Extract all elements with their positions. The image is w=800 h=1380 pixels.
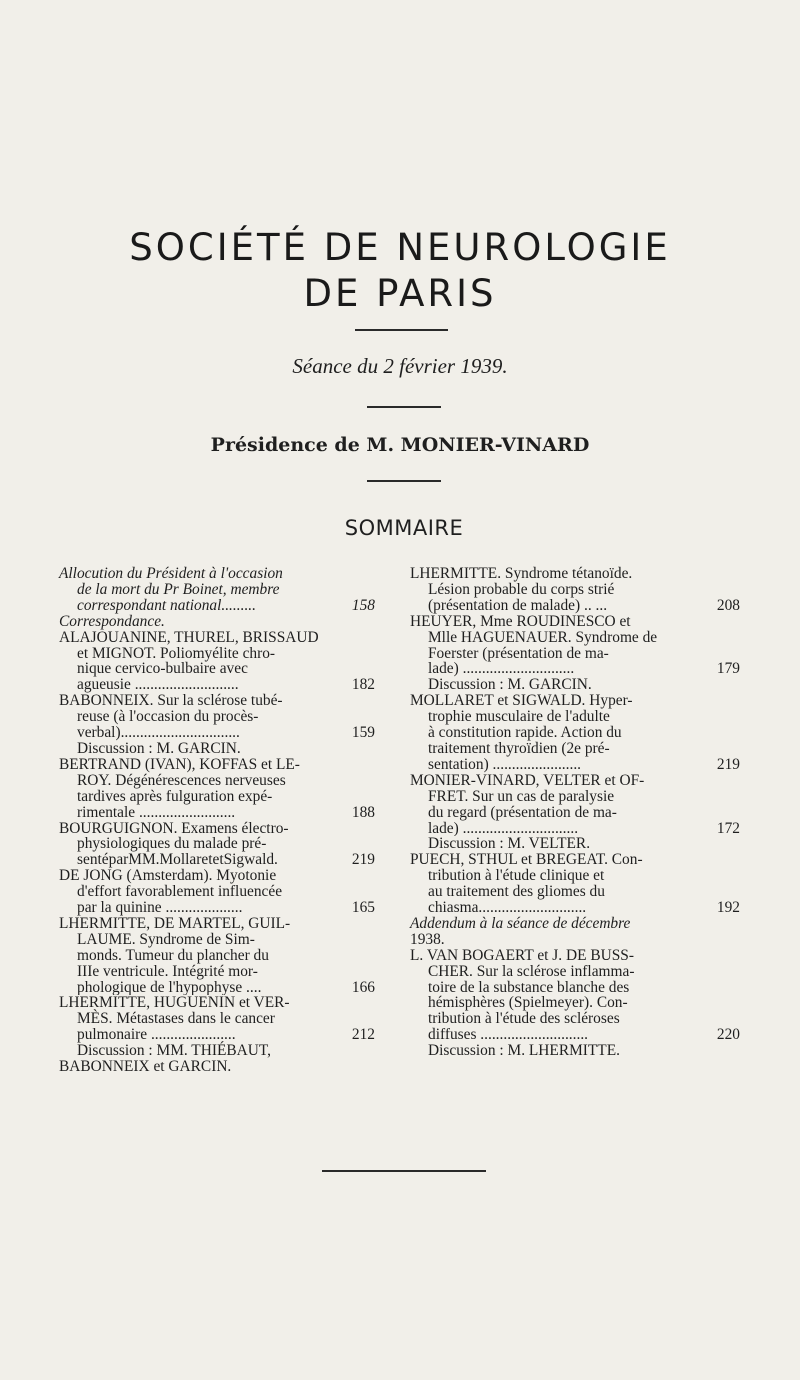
entry-text: BOURGUIGNON. Examens électro- [59,819,289,837]
bottom-rule [322,1170,486,1172]
sommaire-entry [410,948,740,1043]
entry-text: BERTRAND (IVAN), KOFFAS et LE- [59,755,300,773]
entry-text: lade) ............................. [428,661,575,678]
entry-text: à constitution rapide. Action du [428,724,622,742]
sommaire-right-column [410,566,740,1059]
entry-text: et MIGNOT. Poliomyélite chro- [77,644,276,662]
entry-text: correspondant national......... [77,597,256,614]
journal-title-line-1: SOCIÉTÉ DE NEUROLOGIE [129,226,671,269]
sommaire-entry [59,995,375,1043]
page-number: 219 [716,755,740,773]
entry-text: Addendum à la séance de décembre [410,914,631,932]
page-number: 159 [351,724,375,742]
entry-text: rimentale ......................... [77,804,236,821]
sommaire-left-column [59,566,375,1075]
seance-date: Séance du 2 février 1939. [292,354,508,378]
entry-text: sentéparMM.MollaretetSigwald. [77,852,278,869]
entry-text: ALAJOUANINE, THUREL, BRISSAUD [59,628,319,646]
page-number: 172 [716,819,740,837]
entry-text: trophie musculaire de l'adulte [428,708,610,726]
entry-text: MÈS. Métastases dans le cancer [77,1010,275,1028]
entry-text: monds. Tumeur du plancher du [77,946,269,964]
entry-text: Discussion : M. GARCIN. [77,739,241,757]
entry-text: hémisphères (Spielmeyer). Con- [428,994,628,1012]
entry-text: LHERMITTE. Syndrome tétanoïde. [410,565,633,582]
sommaire-entry [410,677,740,693]
entry-text: 1938. [410,930,445,948]
sommaire-entry [410,916,740,948]
page-number: 179 [716,660,740,678]
page-number: 158 [351,596,375,614]
entry-text: MONIER-VINARD, VELTER et OF- [410,771,645,789]
entry-text: ROY. Dégénérescences nerveuses [77,771,286,789]
sommaire-entry [410,566,740,614]
entry-text: de la mort du Pr Boinet, membre [77,580,280,598]
sommaire-entry [410,852,740,916]
entry-text: lade) .............................. [428,820,579,837]
entry-text: PUECH, STHUL et BREGEAT. Con- [410,851,643,869]
sommaire-entry [59,630,375,694]
entry-text: traitement thyroïdien (2e pré- [428,739,610,757]
seance-rule [367,406,441,408]
page-number: 219 [351,851,375,869]
entry-text: LAUME. Syndrome de Sim- [77,930,255,948]
page-number: 208 [716,596,740,614]
page-number: 188 [351,803,375,821]
entry-text: sentation) ....................... [428,756,582,773]
entry-text: au traitement des gliomes du [428,883,605,901]
entry-text: toire de la substance blanche des [428,978,630,996]
entry-text: MOLLARET et SIGWALD. Hyper- [410,692,633,710]
entry-text: (présentation de malade) .. ... [428,597,608,614]
entry-text: agueusie ........................... [77,677,239,694]
page-number: 165 [351,899,375,917]
entry-text: BABONNEIX. Sur la sclérose tubé- [59,692,283,710]
sommaire-entry [59,916,375,996]
sommaire-entry [59,566,375,614]
entry-text: Foerster (présentation de ma- [428,644,609,662]
presidence-rule [367,480,441,482]
entry-text: diffuses ............................ [428,1027,589,1044]
page-number: 220 [716,1026,740,1044]
sommaire-entry [410,1043,740,1059]
entry-text: L. VAN BOGAERT et J. DE BUSS- [410,946,634,964]
entry-text: LHERMITTE, HUGUENIN et VER- [59,994,290,1012]
entry-text: Discussion : M. VELTER. [428,835,591,853]
page-number: 182 [351,676,375,694]
sommaire-entry [59,693,375,741]
presidence-heading: Présidence de M. MONIER-VINARD [210,434,590,456]
entry-text: FRET. Sur un cas de paralysie [428,787,615,805]
sommaire-entry [59,741,375,757]
entry-text: tribution à l'étude des scléroses [428,1010,620,1028]
entry-text: verbal)............................... [77,725,240,741]
sommaire-entry [59,868,375,916]
entry-text: physiologiques du malade pré- [77,835,267,853]
entry-text: reuse (à l'occasion du procès- [77,708,259,726]
entry-text: tardives après fulguration expé- [77,787,273,805]
entry-text: Discussion : M. GARCIN. [428,676,592,694]
entry-text: pulmonaire ...................... [77,1027,236,1044]
sommaire-entry [410,693,740,773]
sommaire-entry [59,757,375,821]
entry-text: d'effort favorablement influencée [77,883,283,901]
entry-text: nique cervico-bulbaire avec [77,660,248,678]
entry-text: BABONNEIX et GARCIN. [59,1058,232,1076]
entry-text: tribution à l'étude clinique et [428,867,605,885]
entry-text: phologique de l'hypophyse .... [77,979,262,996]
title-rule [355,329,448,331]
entry-text: Discussion : MM. THIÉBAUT, [77,1042,271,1060]
page-number: 166 [351,978,375,996]
entry-text: HEUYER, Mme ROUDINESCO et [410,612,631,630]
journal-title-line-2: DE PARIS [303,272,497,315]
entry-text: Lésion probable du corps strié [428,580,615,598]
entry-text: CHER. Sur la sclérose inflamma- [428,962,635,980]
sommaire-entry [410,773,740,837]
entry-text: Correspondance. [59,612,165,630]
sommaire-entry [410,614,740,678]
page-number: 212 [351,1026,375,1044]
entry-text: IIIe ventricule. Intégrité mor- [77,962,258,980]
entry-text: LHERMITTE, DE MARTEL, GUIL- [59,914,291,932]
sommaire-entry [410,836,740,852]
page-number: 192 [716,899,740,917]
sommaire-entry [59,614,375,630]
sommaire-entry [59,1043,375,1075]
sommaire-heading: SOMMAIRE [344,516,464,540]
entry-text: Mlle HAGUENAUER. Syndrome de [428,628,658,646]
entry-text: Discussion : M. LHERMITTE. [428,1042,620,1060]
sommaire-entry [59,821,375,869]
entry-text: du regard (présentation de ma- [428,803,617,821]
entry-text: DE JONG (Amsterdam). Myotonie [59,867,277,885]
entry-text: par la quinine .................... [77,900,243,916]
entry-text: Allocution du Président à l'occasion [59,565,283,582]
entry-text: chiasma............................ [428,900,587,916]
